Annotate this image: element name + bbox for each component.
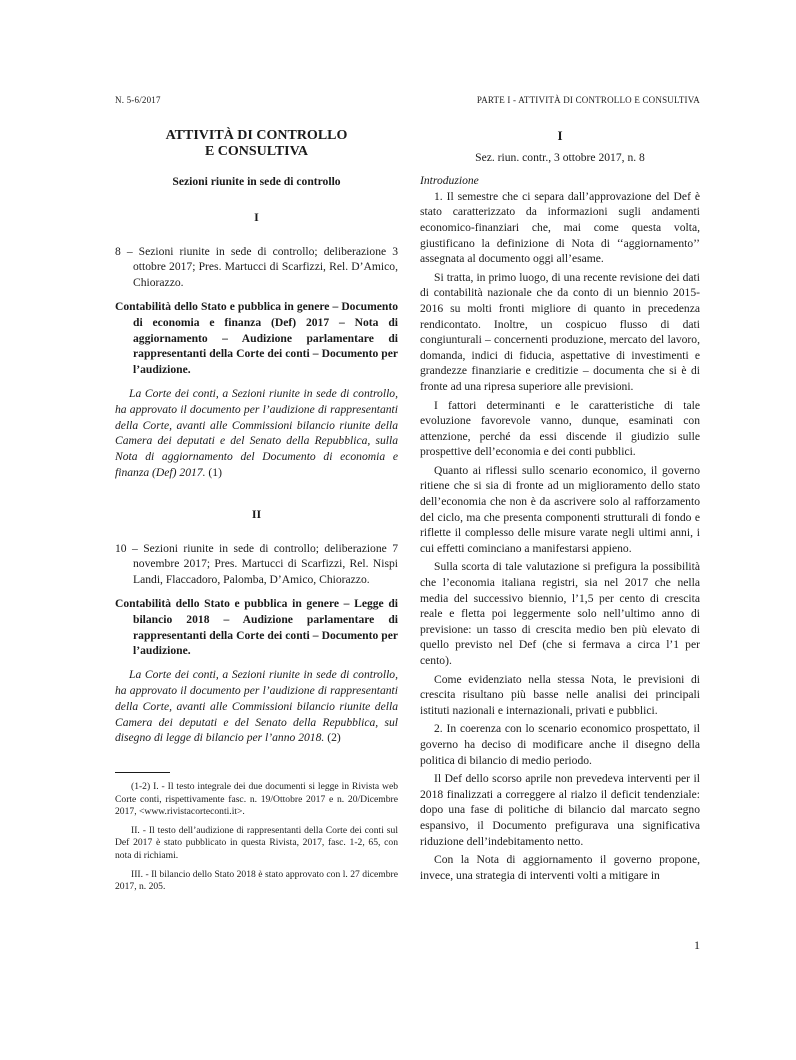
body-paragraph: Come evidenziato nella stessa Nota, le previsioni di crescita risultano più basse nelle analisi dei principali istituti nazionali e internazionali, privati e pubblici.: [420, 672, 700, 717]
footnote-separator: [115, 772, 170, 773]
body-paragraph: Sulla scorta di tale valutazione si prefigura la possibilità che l’economia italiana registri, sia nel 2017 che nella media del successivo biennio, l’1,5 per cento di crescita reale e fletta poi leggermente solo nell’ultimo anno di previsione: un tasso di crescita medio ben più elevato di quello previsto nel Def (che si fermava a circa l’1 per cento).: [420, 560, 700, 667]
introduction-heading: Introduzione: [420, 174, 479, 188]
left-column: [115, 128, 398, 900]
footnote: III. - Il bilancio dello Stato 2018 è stato approvato con l. 27 dicembre 2017, n. 205.: [115, 868, 398, 893]
section-numeral: I: [254, 209, 259, 224]
note-reference: (2): [327, 731, 341, 745]
massima-heading: Contabilità dello Stato e pubblica in genere – Legge di bilancio 2018 – Audizione parlamentare di rappresentanti della Corte dei conti – Documento per l’audizione.: [115, 596, 398, 658]
note-reference: (1): [208, 465, 222, 479]
massima-heading: Contabilità dello Stato e pubblica in genere – Documento di economia e finanza (Def) 2017 – Nota di aggiornamento – Audizione parlamentare di rappresentanti della Corte dei conti – Documento per l’audizione.: [115, 299, 398, 377]
section-numeral: II: [251, 506, 262, 521]
right-column: [420, 128, 700, 886]
running-header-section: PARTE I - ATTIVITÀ DI CONTROLLO E CONSULTIVA: [476, 95, 700, 105]
document-numeral: I: [557, 128, 563, 143]
body-paragraph: Quanto ai riflessi sullo scenario economico, il governo ritiene che si sia di fronte ad un miglioramento dello stato dell’economia che non è da ascrivere solo al rafforzamento del ciclo, ma che presenta componenti strutturali di fondo e riflette il complesso delle misure varate negli ultimi anni, i cui effetti cominciano a manifestarsi appieno.: [420, 463, 700, 555]
deliberation-entry: 10 – Sezioni riunite in sede di controllo; deliberazione 7 novembre 2017; Pres. Martucci di Scarfizzi, Rel. Nispi Landi, Flaccadoro, Palomba, D’Amico, Chiorazzo.: [115, 541, 398, 587]
body-paragraph: I fattori determinanti e le caratteristiche di tale evoluzione favorevole vanno, dunque, esaminati con attenzione, perché da essi discende il giudizio sulle prospettive dell’economia e dei conti pubblici.: [420, 398, 700, 459]
page-title: ATTIVITÀ DI CONTROLLO E CONSULTIVA: [165, 128, 348, 159]
body-paragraph: Il Def dello scorso aprile non prevedeva interventi per il 2018 finalizzati a correggere al rialzo il deficit tendenziale: dopo una fase di politiche di bilancio dal marcato segno espansivo, il Documento prefigurava una significativa riduzione dell’indebitamento netto.: [420, 772, 700, 848]
body-paragraph: Con la Nota di aggiornamento il governo propone, invece, una strategia di interventi volti a mitigare in: [420, 853, 700, 882]
deliberation-entry: 8 – Sezioni riunite in sede di controllo; deliberazione 3 ottobre 2017; Pres. Martucci di Scarfizzi, Rel. D’Amico, Chiorazzo.: [115, 244, 398, 290]
document-citation: Sez. riun. contr., 3 ottobre 2017, n. 8: [475, 150, 645, 164]
footnote: (1-2) I. - Il testo integrale dei due documenti si legge in Rivista web Corte conti, rispettivamente fasc. n. 19/Ottobre 2017 e n. 20/Dicembre 2017, <www.rivistacorteconti.it>.: [115, 781, 398, 818]
massima-summary: La Corte dei conti, a Sezioni riunite in sede di controllo, ha approvato il documento per l’audizione di rappresentanti della Corte, avanti alle Commissioni bilancio riunite della Camera dei deputati e del Senato della Repubblica, sul disegno di legge di bilancio per l’anno 2018. (2): [115, 668, 398, 745]
massima-summary: La Corte dei conti, a Sezioni riunite in sede di controllo, ha approvato il documento per l’audizione di rappresentanti della Corte, avanti alle Commissioni bilancio riunite della Camera dei deputati e del Senato della Repubblica, sulla Nota di aggiornamento del Documento di economia e finanza (Def) 2017. (1): [115, 386, 398, 479]
body-paragraph: 1. Il semestre che ci separa dall’approvazione del Def è stato caratterizzato da informazioni sugli andamenti economico-finanziari che, mai come questa volta, giustificano la definizione di Nota di ‘‘aggiornamento’’ assegnata al documento oggi all’esame.: [420, 189, 700, 266]
footnote: II. - Il testo dell’audizione di rappresentanti della Corte dei conti sul Def 2017 è stato pubblicato in questa Rivista, 2017, fasc. 1-2, 65, con nota di richiami.: [115, 824, 398, 862]
page-number: 1: [694, 938, 700, 952]
body-paragraph: 2. In coerenza con lo scenario economico prospettato, il governo ha deciso di modificare anche il disegno della politica di bilancio di medio periodo.: [420, 722, 700, 767]
running-header-issue: N. 5-6/2017: [115, 95, 161, 105]
section-subtitle: Sezioni riunite in sede di controllo: [172, 175, 341, 188]
body-paragraph: Si tratta, in primo luogo, di una recente revisione dei dati di contabilità nazionale che da conto di un biennio 2015-2016 su molti fronti migliore di quanto in precedenza rendicontato. Inoltre, un cospicuo flusso di dati congiunturali – concernenti produzione, mercato del lavoro, domanda, indici di fiducia, aspettative di investimenti e grandezze finanziarie e creditizie – documenta che si è di fronte ad una ripresa superiore alle previsioni.: [420, 270, 700, 393]
